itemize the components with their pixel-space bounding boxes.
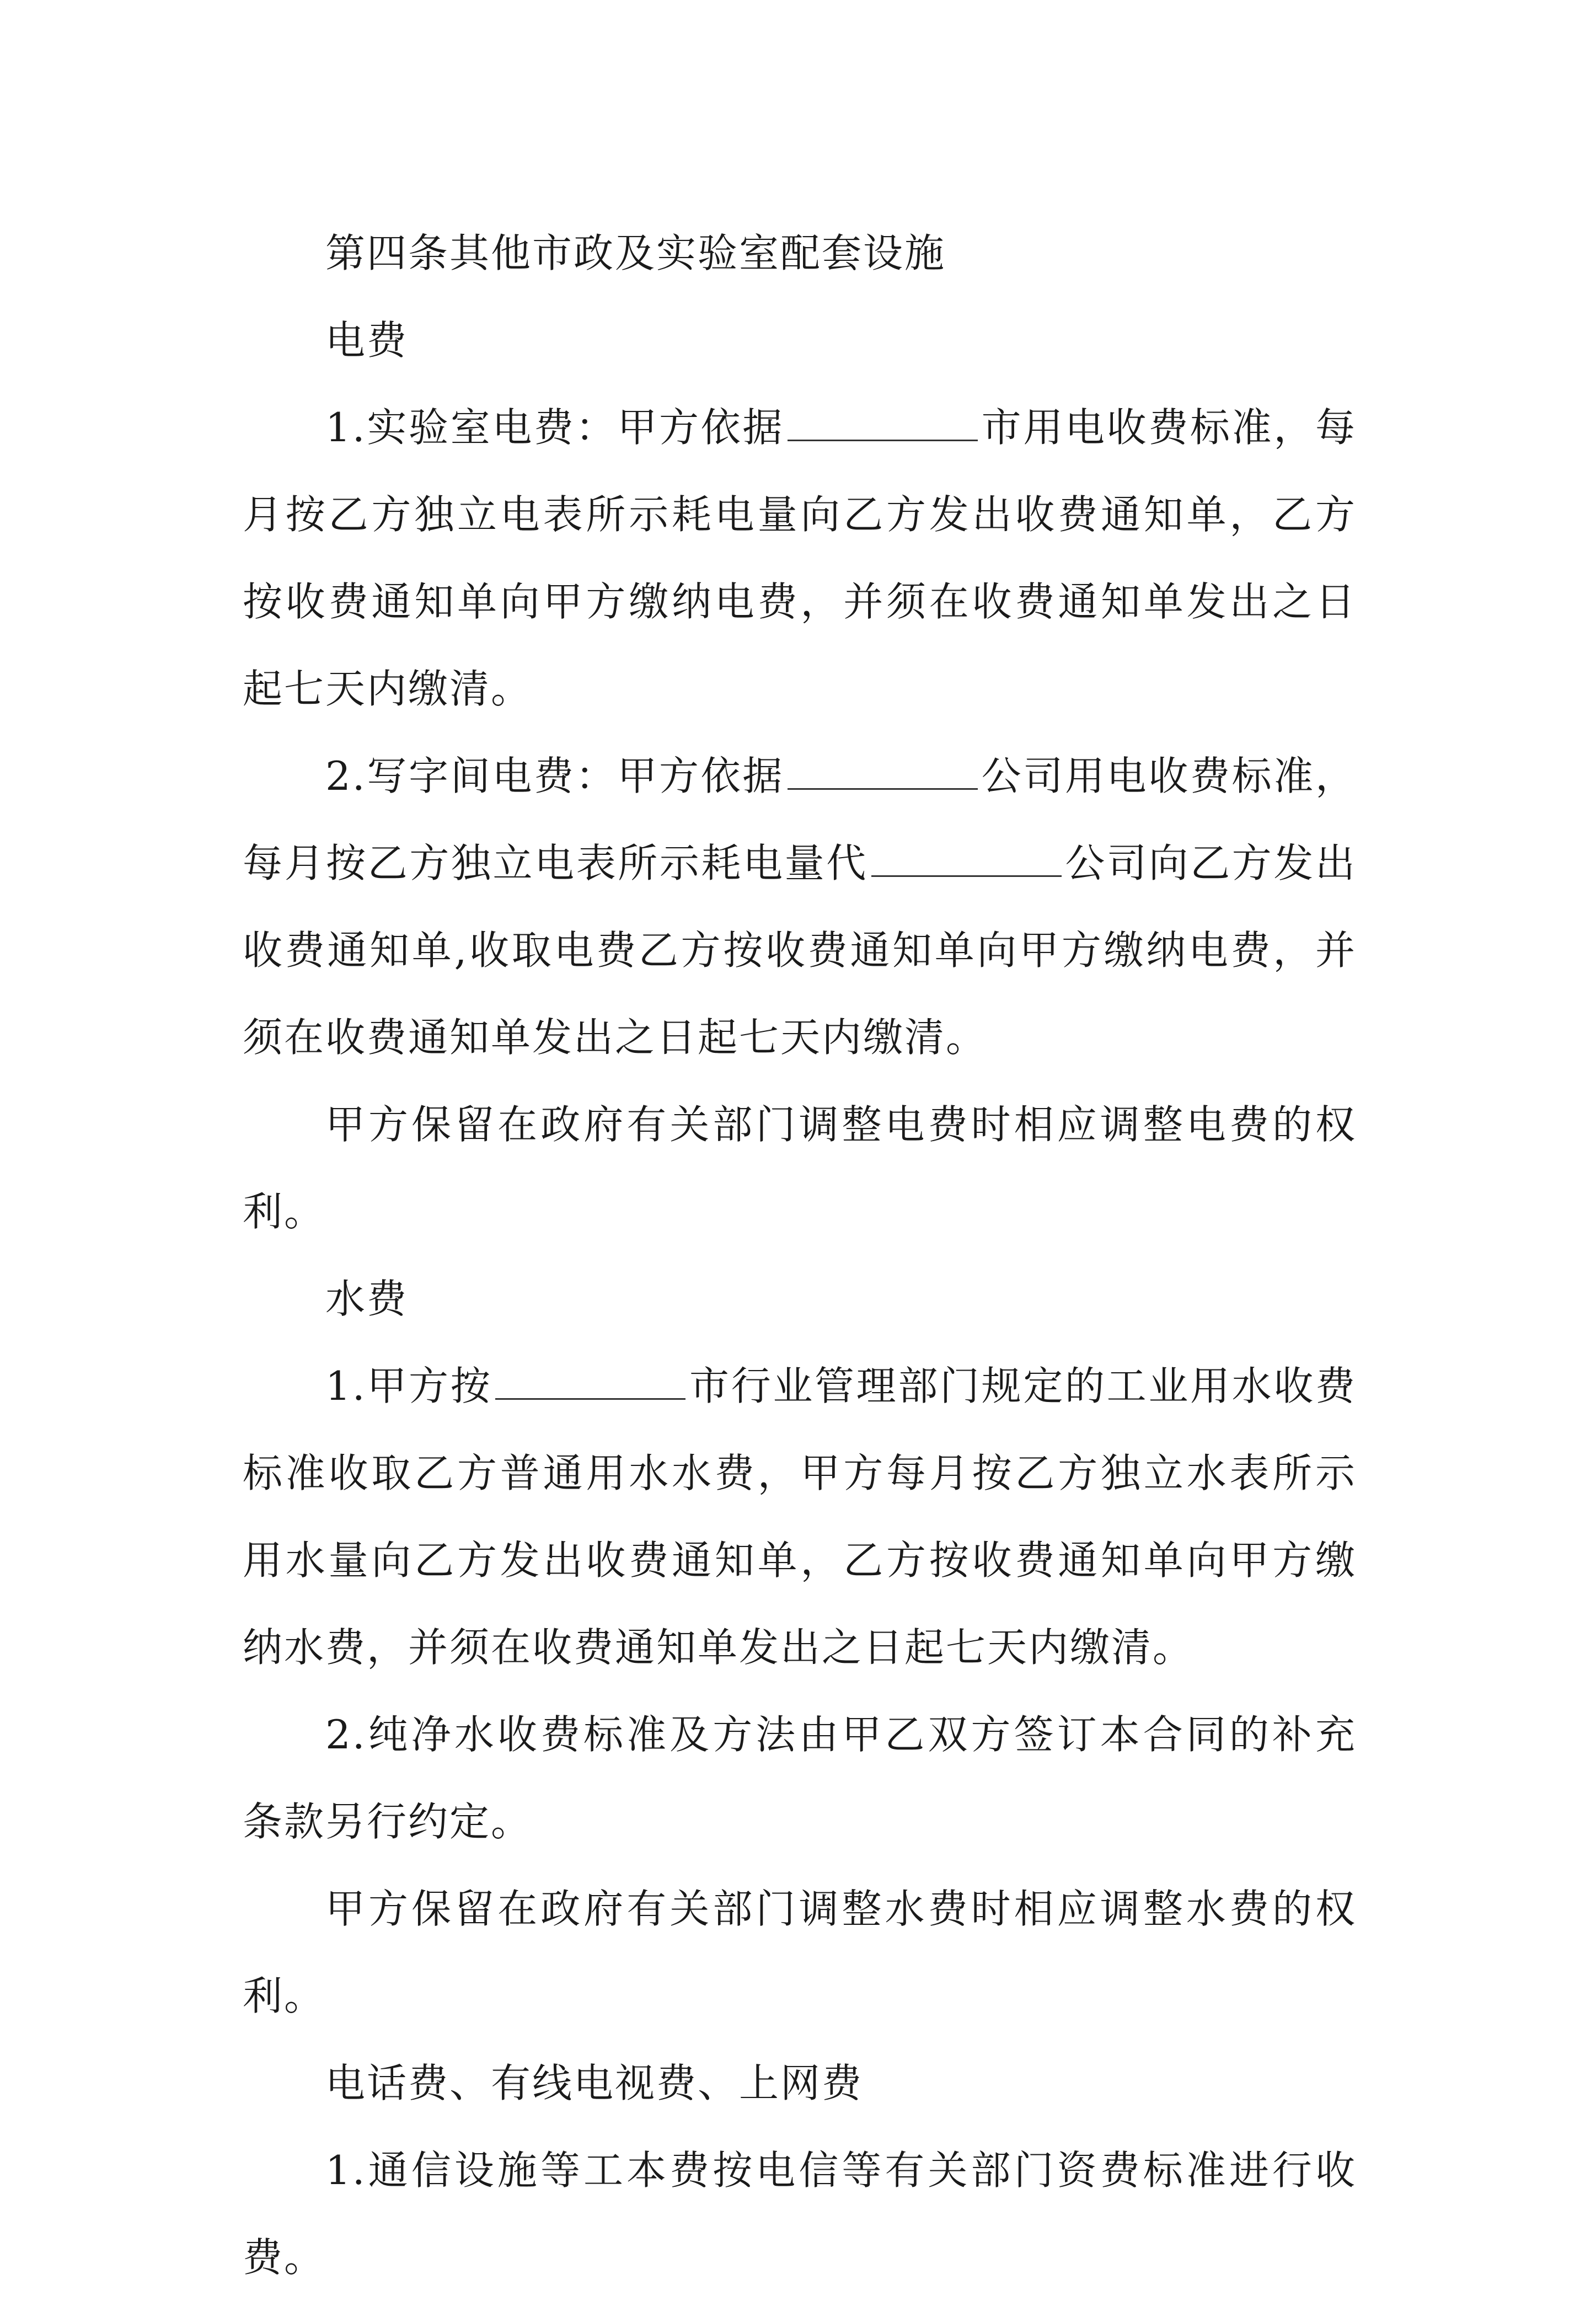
electricity-heading: 电费 <box>325 317 409 363</box>
article-title: 第四条其他市政及实验室配套设施 <box>325 230 946 276</box>
water-heading: 水费 <box>325 1276 409 1322</box>
telecom-item-1: 1.通信设施等工本费按电信等有关部门资费标准进行收费。 <box>243 2147 1357 2281</box>
electricity-item-2-text-b: 公司用电收费标准，每月按乙方独立电表所示耗电量代 <box>243 753 1357 886</box>
telecom-heading: 电话费、有线电视费、上网费 <box>325 2060 864 2106</box>
water-item-1-text-b: 市行业管理部门规定的工业用水收费标准收取乙方普通用水水费，甲方每月按乙方独立水表所示用水量向乙方发出收费通知单，乙方按收费通知单向甲方缴纳水费，并须在收费通知单发出之日起七天内缴清。 <box>243 1363 1357 1671</box>
electricity-item-1-text-a: 1.实验室电费：甲方依据 <box>325 404 785 451</box>
electricity-item-2-text-c: 公司向乙方发出收费通知单,收取电费乙方按收费通知单向甲方缴纳电费，并须在收费通知单发出之日起七天内缴清。 <box>243 840 1357 1061</box>
water-reserve-clause: 甲方保留在政府有关部门调整水费时相应调整水费的权利。 <box>243 1886 1357 2019</box>
electricity-reserve-clause: 甲方保留在政府有关部门调整电费时相应调整电费的权利。 <box>243 1101 1357 1235</box>
electricity-item-1-text-b: 市用电收费标准，每月按乙方独立电表所示耗电量向乙方发出收费通知单，乙方按收费通知单向甲方缴纳电费，并须在收费通知单发出之日起七天内缴清。 <box>243 404 1357 712</box>
agent-company-blank <box>871 837 1062 877</box>
water-item-2: 2.纯净水收费标准及方法由甲乙双方签订本合同的补充条款另行约定。 <box>243 1711 1357 1845</box>
electricity-item-1 <box>243 384 1357 732</box>
document-page <box>243 210 1357 2301</box>
water-item-1-text-a: 1.甲方按 <box>325 1363 492 1409</box>
electricity-item-2 <box>243 732 1357 1081</box>
water-city-blank <box>495 1360 685 1400</box>
city-blank <box>788 401 978 441</box>
water-item-1 <box>243 1342 1357 1691</box>
electricity-item-2-text-a: 2.写字间电费：甲方依据 <box>325 753 785 799</box>
company-blank <box>788 750 978 790</box>
